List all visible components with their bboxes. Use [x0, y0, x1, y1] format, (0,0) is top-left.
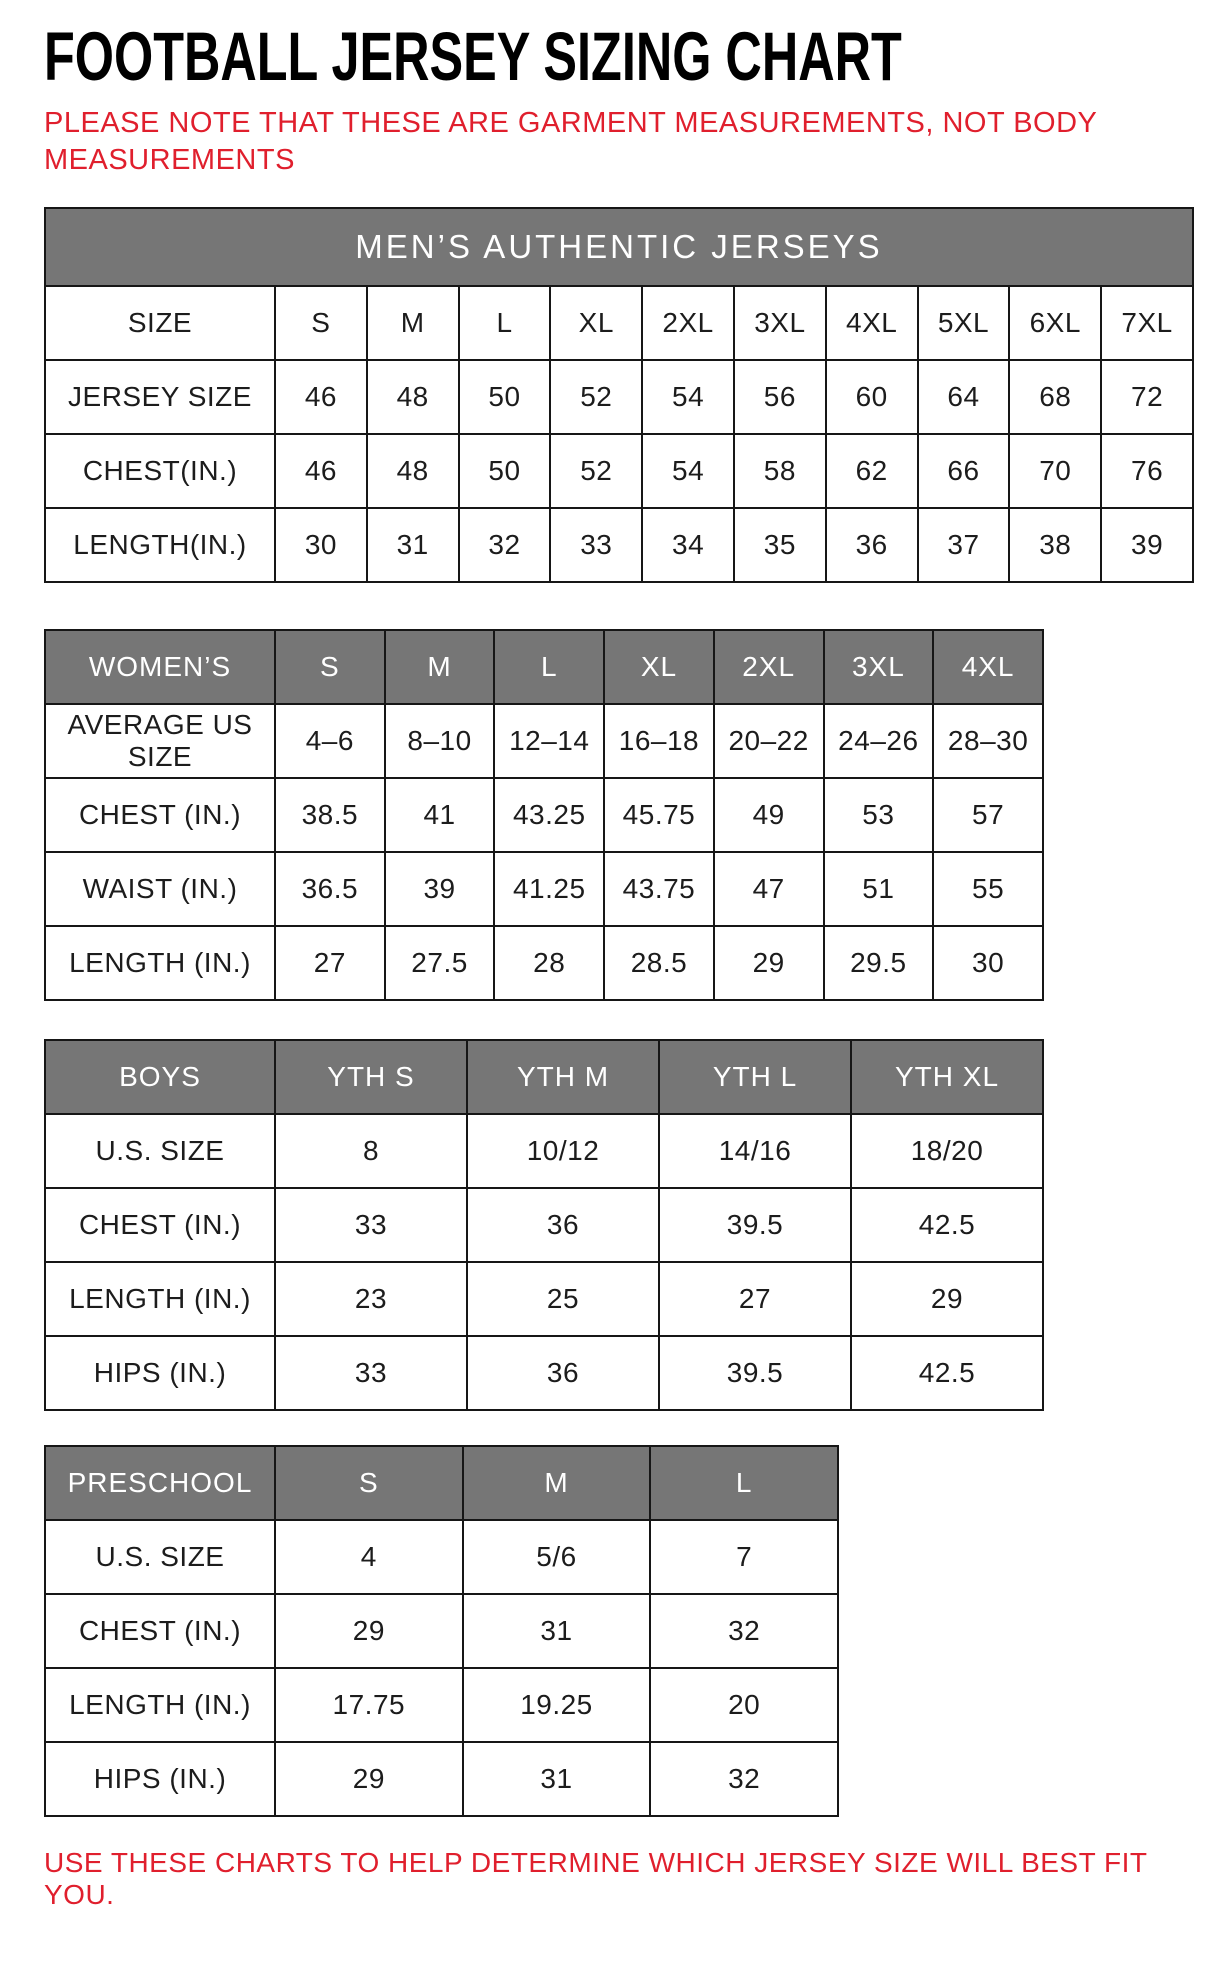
cell-value: 23: [275, 1262, 467, 1336]
cell-value: 34: [642, 508, 734, 582]
cell-value: 36: [467, 1336, 659, 1410]
row-label: CHEST (IN.): [45, 1594, 275, 1668]
cell-value: 50: [459, 360, 551, 434]
cell-value: 28.5: [604, 926, 714, 1000]
cell-value: 33: [275, 1336, 467, 1410]
cell-value: 20: [650, 1668, 838, 1742]
table-row: [45, 1336, 1043, 1410]
row-label: LENGTH (IN.): [45, 1262, 275, 1336]
column-header: WOMEN’S: [45, 630, 275, 704]
cell-value: 54: [642, 360, 734, 434]
column-header: YTH S: [275, 1040, 467, 1114]
column-header: S: [275, 630, 385, 704]
cell-value: 72: [1101, 360, 1193, 434]
cell-value: 52: [550, 360, 642, 434]
cell-value: 7: [650, 1520, 838, 1594]
cell-value: 3XL: [734, 286, 826, 360]
cell-value: 14/16: [659, 1114, 851, 1188]
cell-value: 33: [550, 508, 642, 582]
cell-value: 50: [459, 434, 551, 508]
cell-value: 29.5: [824, 926, 934, 1000]
table-header-row: [45, 1446, 838, 1520]
column-header: 4XL: [933, 630, 1043, 704]
cell-value: 31: [463, 1742, 651, 1816]
mens-authentic-jerseys-table: [44, 207, 1194, 583]
boys-sizing-table: [44, 1039, 1044, 1411]
cell-value: 76: [1101, 434, 1193, 508]
column-header: YTH M: [467, 1040, 659, 1114]
table-row: [45, 1742, 838, 1816]
cell-value: 18/20: [851, 1114, 1043, 1188]
row-label: CHEST(IN.): [45, 434, 275, 508]
column-header: L: [494, 630, 604, 704]
cell-value: 29: [714, 926, 824, 1000]
cell-value: 36.5: [275, 852, 385, 926]
cell-value: 32: [650, 1594, 838, 1668]
cell-value: 48: [367, 360, 459, 434]
cell-value: 47: [714, 852, 824, 926]
cell-value: 43.25: [494, 778, 604, 852]
table-header-row: [45, 1040, 1043, 1114]
column-header: S: [275, 1446, 463, 1520]
cell-value: 17.75: [275, 1668, 463, 1742]
table-row: [45, 704, 1043, 778]
table-title-row: [45, 208, 1193, 286]
row-label: AVERAGE US SIZE: [45, 704, 275, 778]
column-header: XL: [604, 630, 714, 704]
cell-value: 32: [650, 1742, 838, 1816]
table-row: [45, 1188, 1043, 1262]
cell-value: 19.25: [463, 1668, 651, 1742]
cell-value: 55: [933, 852, 1043, 926]
row-label: WAIST (IN.): [45, 852, 275, 926]
column-header: 3XL: [824, 630, 934, 704]
cell-value: 62: [826, 434, 918, 508]
row-label: SIZE: [45, 286, 275, 360]
cell-value: 5/6: [463, 1520, 651, 1594]
row-label: CHEST (IN.): [45, 778, 275, 852]
cell-value: 38: [1009, 508, 1101, 582]
cell-value: 41: [385, 778, 495, 852]
cell-value: 45.75: [604, 778, 714, 852]
cell-value: 70: [1009, 434, 1101, 508]
cell-value: 24–26: [824, 704, 934, 778]
table-header-row: [45, 630, 1043, 704]
cell-value: 20–22: [714, 704, 824, 778]
row-label: HIPS (IN.): [45, 1336, 275, 1410]
row-label: LENGTH (IN.): [45, 1668, 275, 1742]
cell-value: 46: [275, 434, 367, 508]
row-label: LENGTH (IN.): [45, 926, 275, 1000]
cell-value: 49: [714, 778, 824, 852]
cell-value: 66: [918, 434, 1010, 508]
cell-value: 54: [642, 434, 734, 508]
cell-value: 8: [275, 1114, 467, 1188]
cell-value: 8–10: [385, 704, 495, 778]
cell-value: 52: [550, 434, 642, 508]
table-row: [45, 1262, 1043, 1336]
cell-value: 4: [275, 1520, 463, 1594]
page-title: FOOTBALL JERSEY SIZING CHART: [44, 18, 902, 95]
cell-value: 35: [734, 508, 826, 582]
cell-value: S: [275, 286, 367, 360]
cell-value: 30: [275, 508, 367, 582]
cell-value: 27: [659, 1262, 851, 1336]
womens-sizing-table: [44, 629, 1044, 1001]
cell-value: 2XL: [642, 286, 734, 360]
cell-value: 39: [1101, 508, 1193, 582]
cell-value: 29: [851, 1262, 1043, 1336]
column-header: YTH XL: [851, 1040, 1043, 1114]
table-row: [45, 434, 1193, 508]
cell-value: 31: [463, 1594, 651, 1668]
cell-value: 36: [826, 508, 918, 582]
column-header: 2XL: [714, 630, 824, 704]
cell-value: 43.75: [604, 852, 714, 926]
cell-value: 51: [824, 852, 934, 926]
cell-value: 68: [1009, 360, 1101, 434]
cell-value: 30: [933, 926, 1043, 1000]
cell-value: 29: [275, 1742, 463, 1816]
cell-value: 58: [734, 434, 826, 508]
cell-value: 25: [467, 1262, 659, 1336]
table-row: [45, 360, 1193, 434]
table-row: [45, 852, 1043, 926]
cell-value: 57: [933, 778, 1043, 852]
table-row: [45, 1114, 1043, 1188]
table-row: [45, 508, 1193, 582]
cell-value: 31: [367, 508, 459, 582]
cell-value: 4XL: [826, 286, 918, 360]
cell-value: 60: [826, 360, 918, 434]
cell-value: 29: [275, 1594, 463, 1668]
row-label: JERSEY SIZE: [45, 360, 275, 434]
cell-value: 10/12: [467, 1114, 659, 1188]
table-row: [45, 1668, 838, 1742]
cell-value: 12–14: [494, 704, 604, 778]
cell-value: 48: [367, 434, 459, 508]
column-header: L: [650, 1446, 838, 1520]
table-row: [45, 1594, 838, 1668]
cell-value: 4–6: [275, 704, 385, 778]
measurement-note: PLEASE NOTE THAT THESE ARE GARMENT MEASUREMENTS, NOT BODY MEASUREMENTS: [44, 107, 1097, 177]
cell-value: 36: [467, 1188, 659, 1262]
cell-value: 42.5: [851, 1188, 1043, 1262]
column-header: M: [463, 1446, 651, 1520]
sizing-chart-document: [44, 18, 1220, 1911]
footer-note: USE THESE CHARTS TO HELP DETERMINE WHICH JERSEY SIZE WILL BEST FIT YOU.: [44, 1847, 1147, 1911]
cell-value: 6XL: [1009, 286, 1101, 360]
cell-value: 28: [494, 926, 604, 1000]
cell-value: 32: [459, 508, 551, 582]
cell-value: 39.5: [659, 1336, 851, 1410]
cell-value: 27: [275, 926, 385, 1000]
cell-value: XL: [550, 286, 642, 360]
cell-value: 56: [734, 360, 826, 434]
table-row: [45, 286, 1193, 360]
cell-value: 5XL: [918, 286, 1010, 360]
preschool-sizing-table: [44, 1445, 839, 1817]
column-header: PRESCHOOL: [45, 1446, 275, 1520]
cell-value: 53: [824, 778, 934, 852]
cell-value: 38.5: [275, 778, 385, 852]
cell-value: 46: [275, 360, 367, 434]
row-label: U.S. SIZE: [45, 1520, 275, 1594]
column-header: M: [385, 630, 495, 704]
cell-value: M: [367, 286, 459, 360]
cell-value: 16–18: [604, 704, 714, 778]
table-row: [45, 778, 1043, 852]
cell-value: 33: [275, 1188, 467, 1262]
row-label: U.S. SIZE: [45, 1114, 275, 1188]
column-header: YTH L: [659, 1040, 851, 1114]
table-title: MEN’S AUTHENTIC JERSEYS: [45, 208, 1193, 286]
column-header: BOYS: [45, 1040, 275, 1114]
row-label: HIPS (IN.): [45, 1742, 275, 1816]
cell-value: 37: [918, 508, 1010, 582]
cell-value: 27.5: [385, 926, 495, 1000]
table-row: [45, 1520, 838, 1594]
table-row: [45, 926, 1043, 1000]
cell-value: 41.25: [494, 852, 604, 926]
cell-value: L: [459, 286, 551, 360]
cell-value: 39.5: [659, 1188, 851, 1262]
cell-value: 64: [918, 360, 1010, 434]
cell-value: 42.5: [851, 1336, 1043, 1410]
cell-value: 7XL: [1101, 286, 1193, 360]
cell-value: 39: [385, 852, 495, 926]
cell-value: 28–30: [933, 704, 1043, 778]
row-label: CHEST (IN.): [45, 1188, 275, 1262]
row-label: LENGTH(IN.): [45, 508, 275, 582]
